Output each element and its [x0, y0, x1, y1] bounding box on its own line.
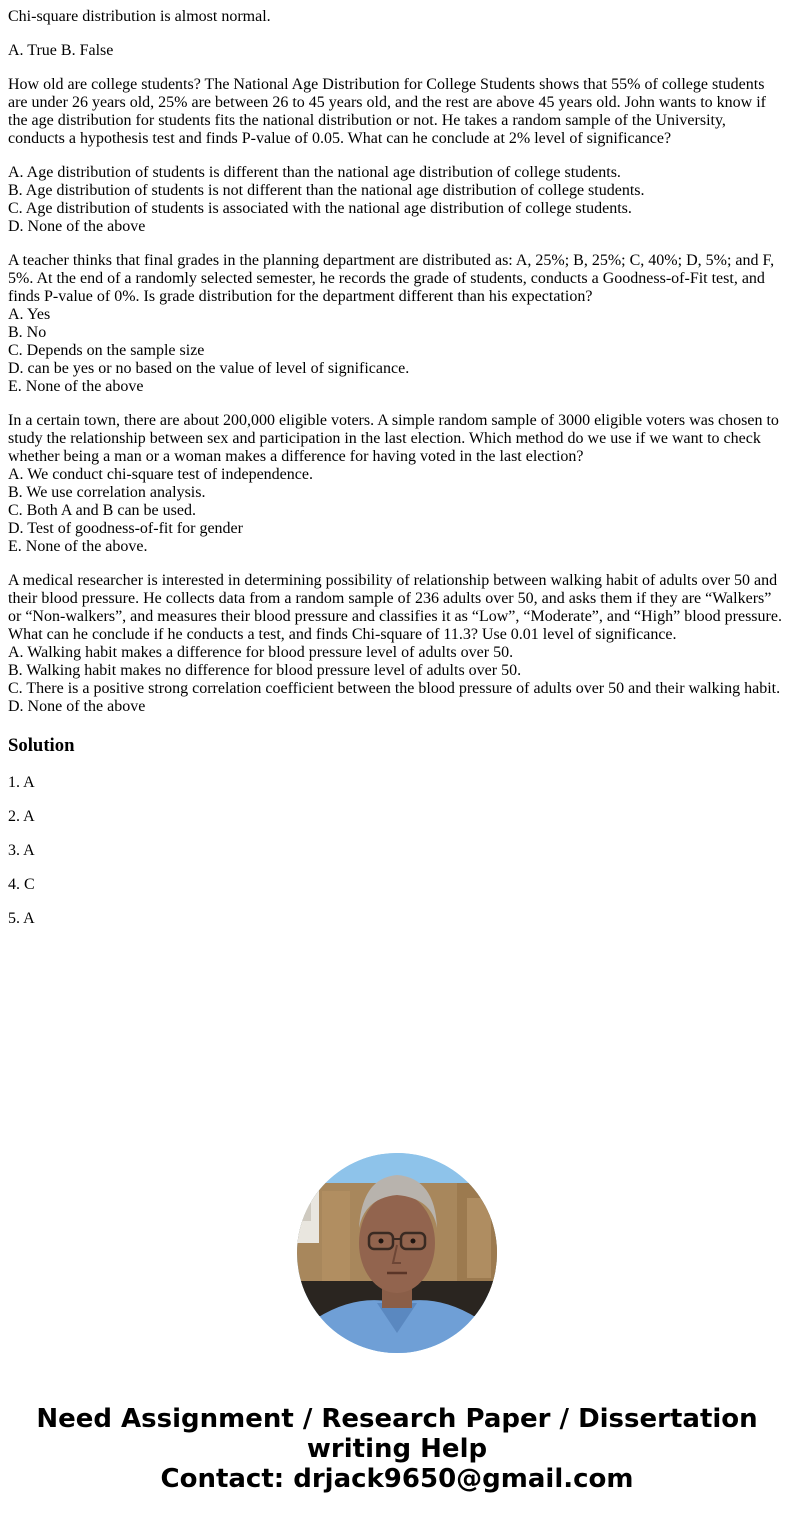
question-1-text: Chi-square distribution is almost normal. — [8, 8, 271, 25]
question-2-option-a: A. Age distribution of students is different than the national age distribution of college students. — [8, 164, 621, 181]
question-3-option-c: C. Depends on the sample size — [8, 342, 205, 359]
promo-line-2: writing Help — [306, 1434, 488, 1464]
person-portrait-icon — [297, 1153, 497, 1353]
question-5-option-b: B. Walking habit makes no difference for blood pressure level of adults over 50. — [8, 662, 522, 679]
question-3-option-b: B. No — [8, 324, 47, 341]
solution-answers — [8, 774, 786, 928]
answer-1: 1. A — [8, 774, 35, 791]
question-5-option-d: D. None of the above — [8, 698, 146, 715]
question-4-option-b: B. We use correlation analysis. — [8, 484, 206, 501]
question-3-text: A teacher thinks that final grades in the planning department are distributed as: A, 25%; B, 25%; C, 40%; D, 5%; and F, 5%. At the end of a randomly selected semester, he records the grade of students, conducts a Goodness-of-Fit test, and finds P-value of 0%. Is grade distribution for the department different than his expectation? — [8, 252, 775, 305]
question-4-option-e: E. None of the above. — [8, 538, 148, 555]
question-2-option-c: C. Age distribution of students is associated with the national age distribution of college students. — [8, 200, 632, 217]
question-3-option-e: E. None of the above — [8, 378, 144, 395]
solution-heading: Solution — [8, 735, 75, 756]
answer-4: 4. C — [8, 876, 35, 893]
question-4-option-c: C. Both A and B can be used. — [8, 502, 196, 519]
answer-5: 5. A — [8, 910, 35, 927]
promo-line-1: Need Assignment / Research Paper / Dissertation — [36, 1404, 758, 1434]
question-4 — [8, 412, 786, 556]
question-2-option-b: B. Age distribution of students is not different than the national age distribution of college students. — [8, 182, 645, 199]
question-2-options — [8, 164, 786, 236]
document-body — [8, 8, 786, 944]
question-4-option-a: A. We conduct chi-square test of independence. — [8, 466, 313, 483]
question-4-text: In a certain town, there are about 200,000 eligible voters. A simple random sample of 3000 eligible voters was chosen to study the relationship between sex and participation in the last election. Which method do we use if we want to check whether being a man or a woman makes a difference for having voted in the last election? — [8, 412, 779, 465]
answer-2: 2. A — [8, 808, 35, 825]
promo-banner — [0, 1404, 794, 1494]
answer-3: 3. A — [8, 842, 35, 859]
question-5-option-a: A. Walking habit makes a difference for blood pressure level of adults over 50. — [8, 644, 514, 661]
question-3 — [8, 252, 786, 396]
question-2-option-d: D. None of the above — [8, 218, 146, 235]
question-3-option-d: D. can be yes or no based on the value of level of significance. — [8, 360, 410, 377]
question-5 — [8, 572, 786, 716]
question-3-option-a: A. Yes — [8, 306, 51, 323]
question-5-option-c: C. There is a positive strong correlation coefficient between the blood pressure of adults over 50 and their walking habit. — [8, 680, 781, 697]
promo-contact: Contact: drjack9650@gmail.com — [160, 1464, 634, 1494]
question-1-options: A. True B. False — [8, 42, 114, 59]
question-5-text: A medical researcher is interested in determining possibility of relationship between walking habit of adults over 50 and their blood pressure. He collects data from a random sample of 236 adults over 50, and asks them if they are “Walkers” or “Non-walkers”, and measures their blood pressure and classifies it as “Low”, “Moderate”, and “High” blood pressure. What can he conclude if he conducts a test, and finds Chi-square of 11.3? Use 0.01 level of significance. — [8, 572, 782, 643]
question-2-text: How old are college students? The National Age Distribution for College Students shows that 55% of college students are under 26 years old, 25% are between 26 to 45 years old, and the rest are above 45 years old. John wants to know if the age distribution for students fits the national distribution or not. He takes a random sample of the University, conducts a hypothesis test and finds P-value of 0.05. What can he conclude at 2% level of significance? — [8, 76, 766, 147]
avatar — [297, 1153, 497, 1353]
question-4-option-d: D. Test of goodness-of-fit for gender — [8, 520, 243, 537]
